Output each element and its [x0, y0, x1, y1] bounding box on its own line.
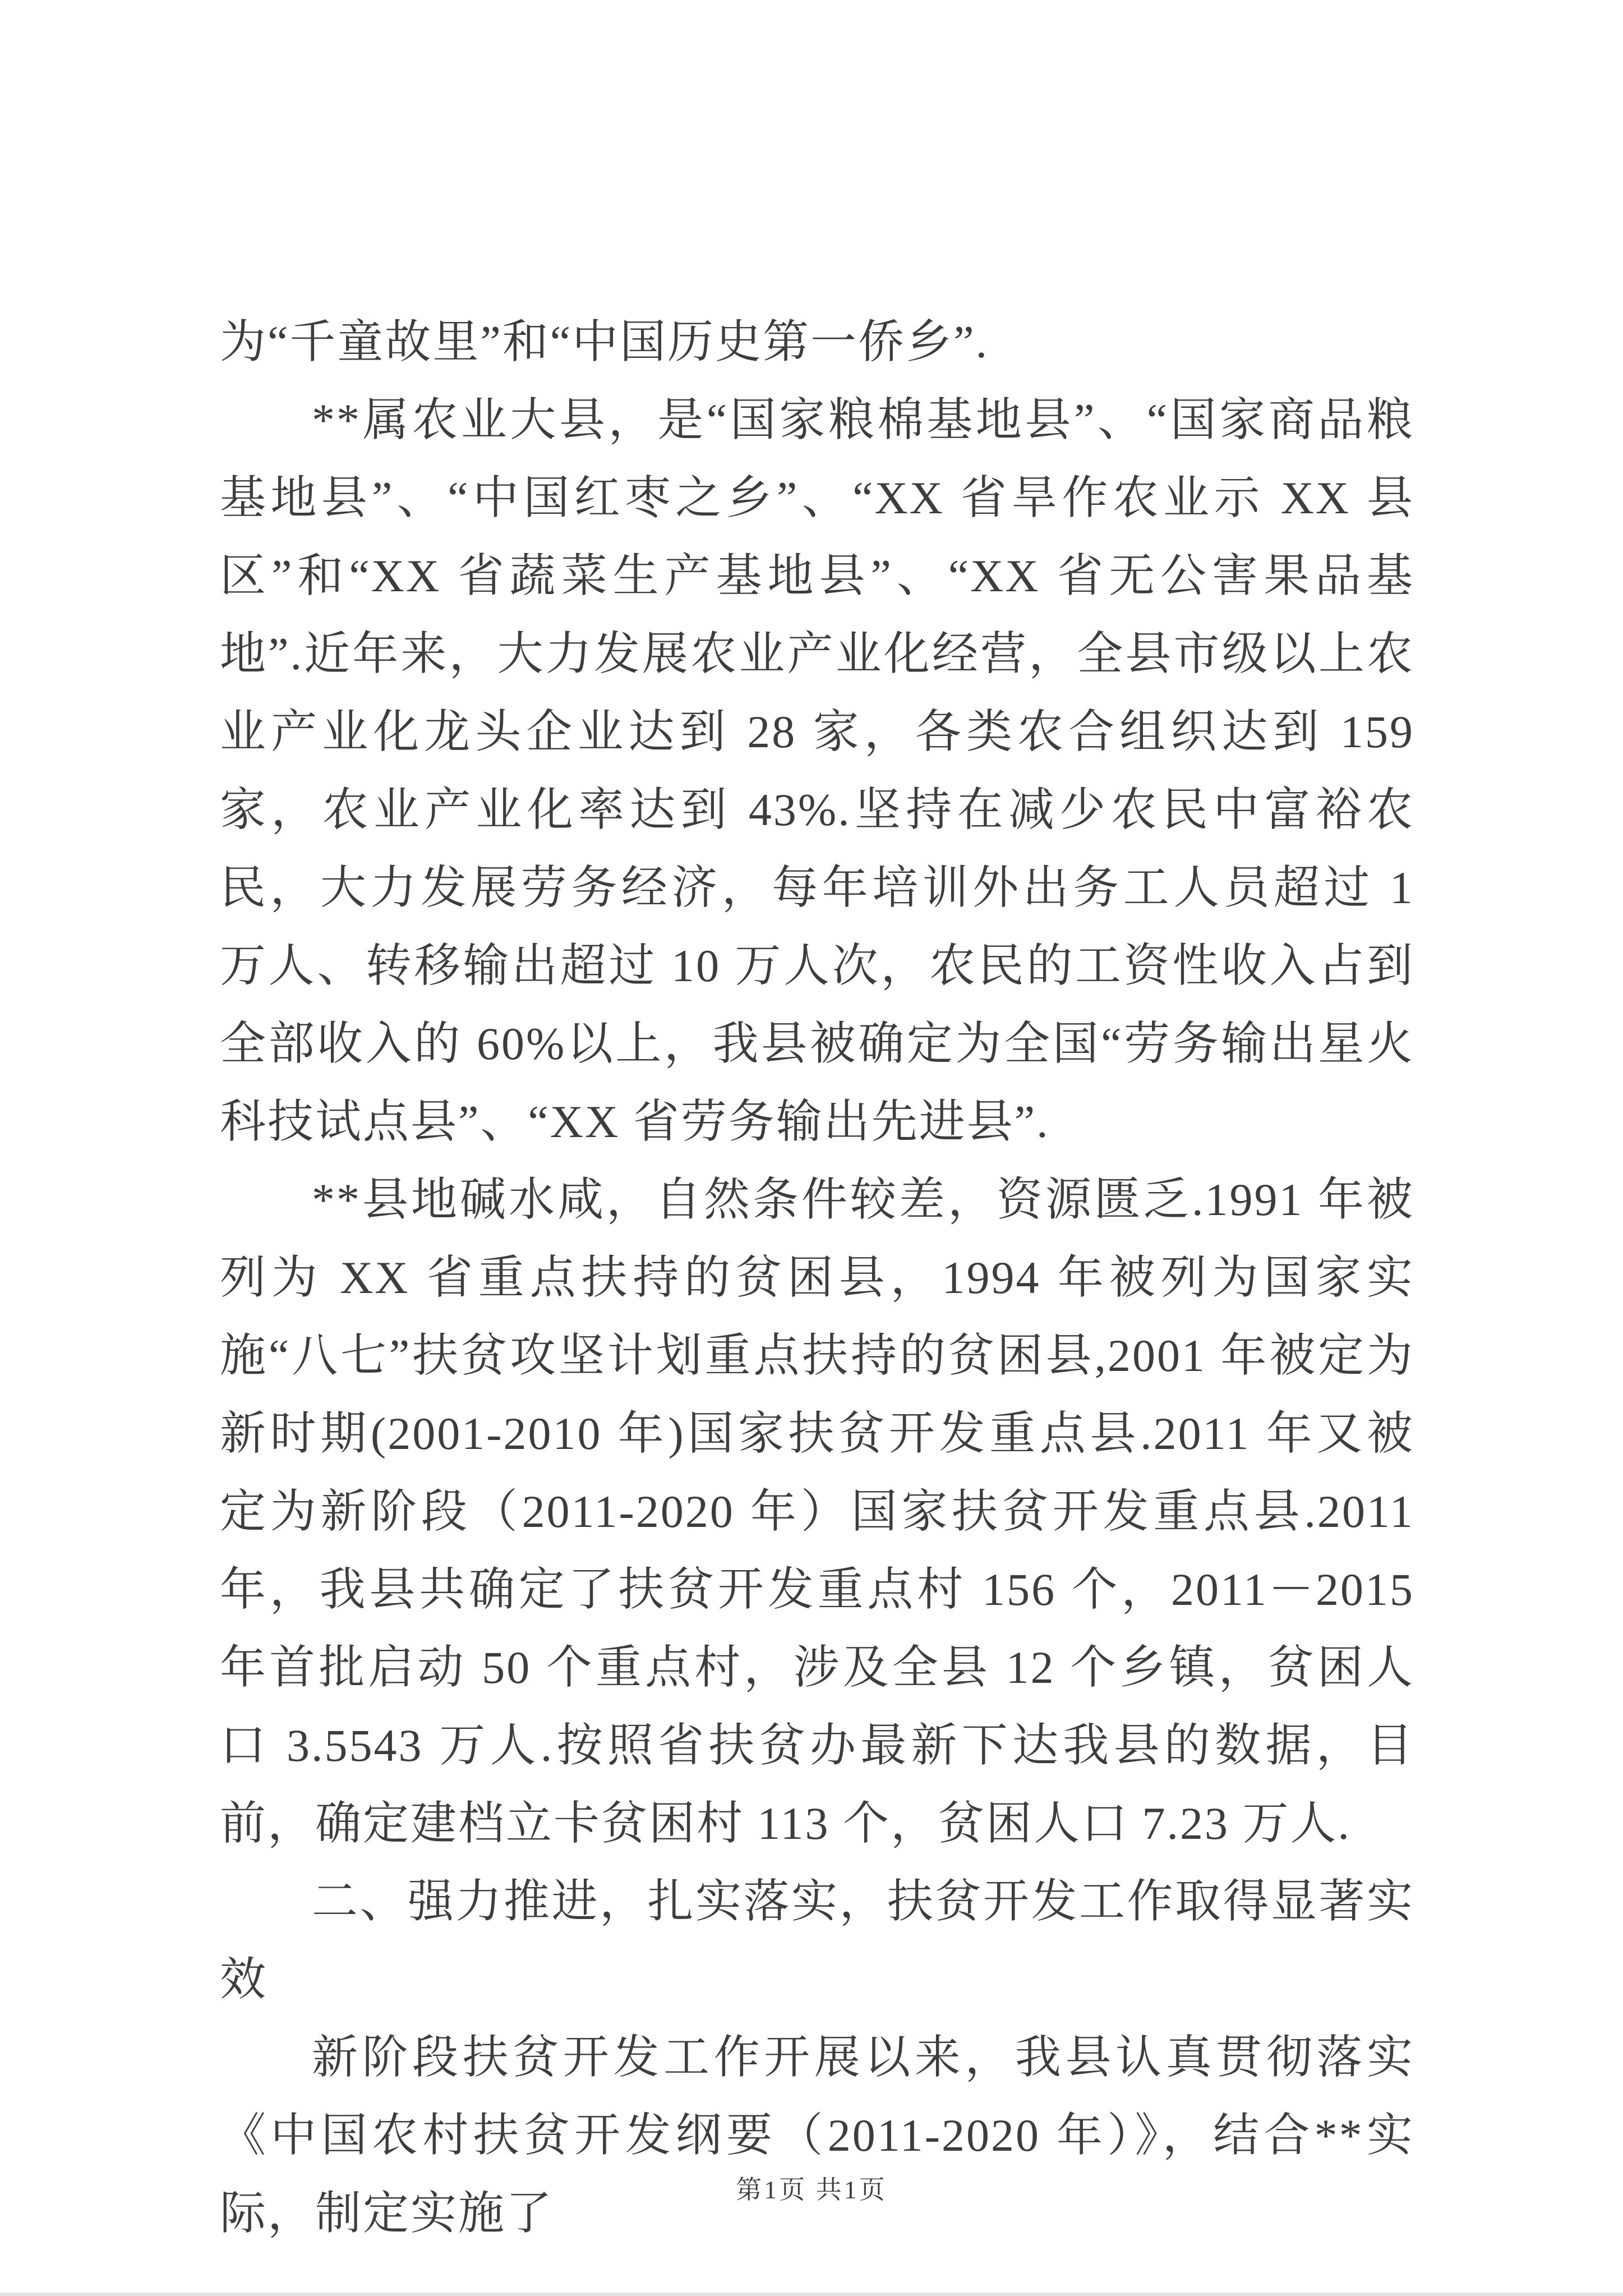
page-number-label: 第1页 共1页 [736, 2175, 887, 2204]
page-footer [0, 2169, 1623, 2206]
page-bottom-edge [0, 2293, 1623, 2296]
paragraph-poverty-county: **县地碱水咸，自然条件较差，资源匮乏.1991 年被列为 XX 省重点扶持的贫困县，1994 年被列为国家实施“八七”扶贫攻坚计划重点扶持的贫困县,2001 年被定为新时期(2001-2010 年)国家扶贫开发重点县.2011 年又被定为新阶段（2011-2020 年）国家扶贫开发重点县.2011 年，我县共确定了扶贫开发重点村 156 个，2011－2015 年首批启动 50 个重点村，涉及全县 12 个乡镇，贫困人口 3.5543 万人.按照省扶贫办最新下达我县的数据，目前，确定建档立卡贫困村 113 个，贫困人口 7.23 万人. [220, 1174, 1414, 1849]
paragraph-new-stage: 新阶段扶贫开发工作开展以来，我县认真贯彻落实《中国农村扶贫开发纲要（2011-2020 年）》，结合**实际，制定实施了 [220, 2032, 1414, 2239]
paragraph-continuation: 为“千童故里”和“中国历史第一侨乡”. [220, 316, 989, 367]
document-body [220, 303, 1414, 2252]
section-heading: 二、强力推进，扎实落实，扶贫开发工作取得显著实效 [220, 1876, 1414, 2005]
paragraph-agriculture: **属农业大县，是“国家粮棉基地县”、“国家商品粮基地县”、“中国红枣之乡”、“XX 省旱作农业示 XX 县区”和“XX 省蔬菜生产基地县”、“XX 省无公害果品基地”.近年来，大力发展农业产业化经营，全县市级以上农业产业化龙头企业达到 28 家，各类农合组织达到 159 家，农业产业化率达到 43%.坚持在减少农民中富裕农民，大力发展劳务经济，每年培训外出务工人员超过 1 万人、转移输出超过 10 万人次，农民的工资性收入占到全部收入的 60%以上，我县被确定为全国“劳务输出星火科技试点县”、“XX 省劳务输出先进县”. [220, 394, 1414, 1147]
